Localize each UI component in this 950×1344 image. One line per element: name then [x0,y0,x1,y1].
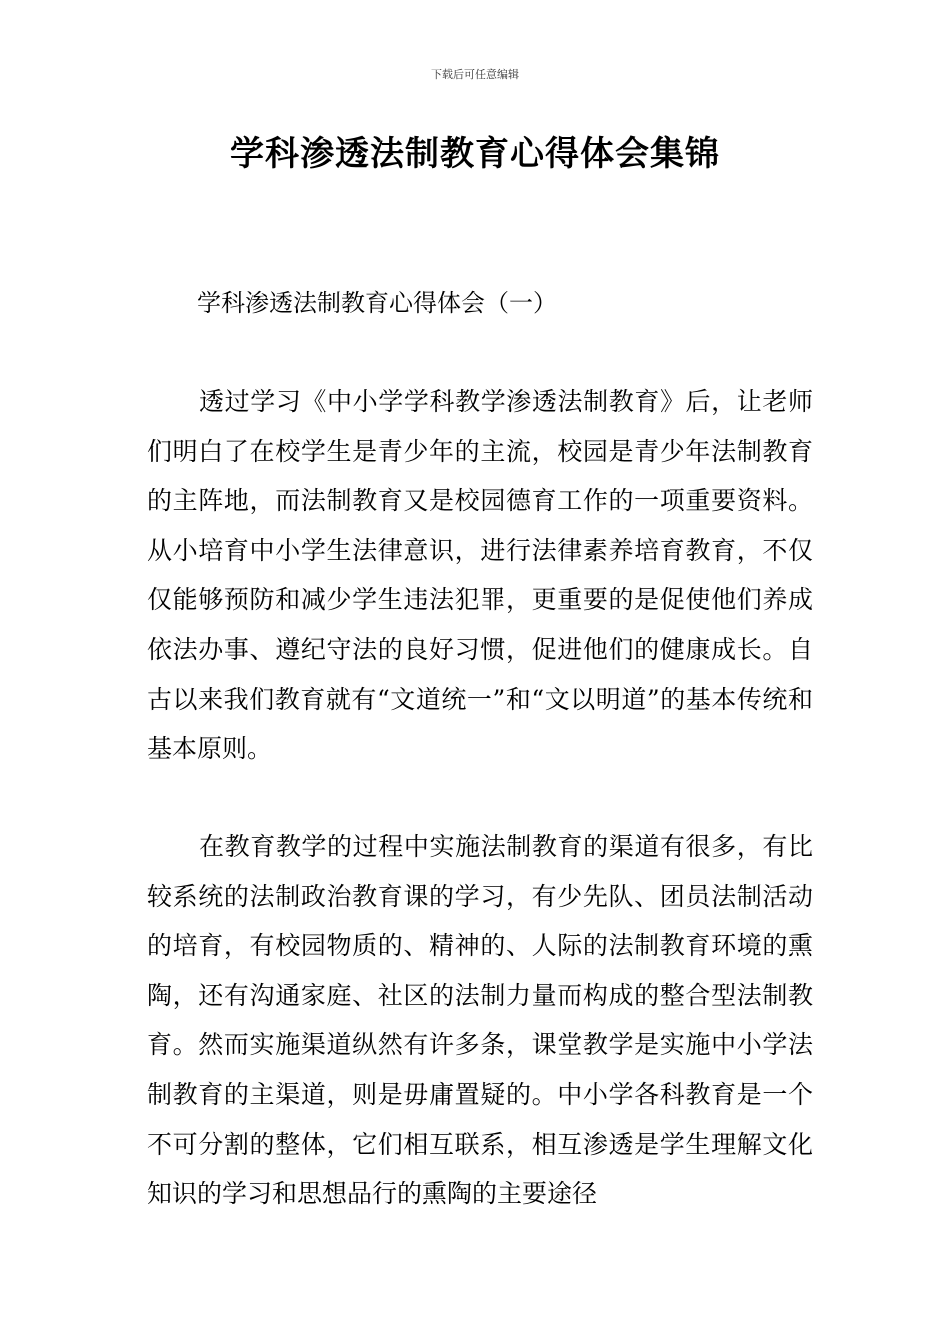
body-paragraph-1: 透过学习《中小学学科教学渗透法制教育》后，让老师们明白了在校学生是青少年的主流，校园是青少年法制教育的主阵地，而法制教育又是校园德育工作的一项重要资料。从小培育中小学生法律意识，进行法律素养培育教育，不仅仅能够预防和减少学生违法犯罪，更重要的是促使他们养成依法办事、遵纪守法的良好习惯，促进他们的健康成长。自古以来我们教育就有“文道统一”和“文以明道”的基本传统和基本原则。 [147,387,813,764]
document-title: 学科渗透法制教育心得体会集锦 [230,134,720,174]
section-heading: 学科渗透法制教育心得体会（一） [197,289,557,317]
header-note: 下载后可任意编辑 [431,68,519,81]
body-paragraph-2: 在教育教学的过程中实施法制教育的渠道有很多，有比较系统的法制政治教育课的学习，有少先队、团员法制活动的培育，有校园物质的、精神的、人际的法制教育环境的熏陶，还有沟通家庭、社区的法制力量而构成的整合型法制教育。然而实施渠道纵然有许多条，课堂教学是实施中小学法制教育的主渠道，则是毋庸置疑的。中小学各科教育是一个不可分割的整体，它们相互联系，相互渗透是学生理解文化知识的学习和思想品行的熏陶的主要途径 [147,832,813,1209]
